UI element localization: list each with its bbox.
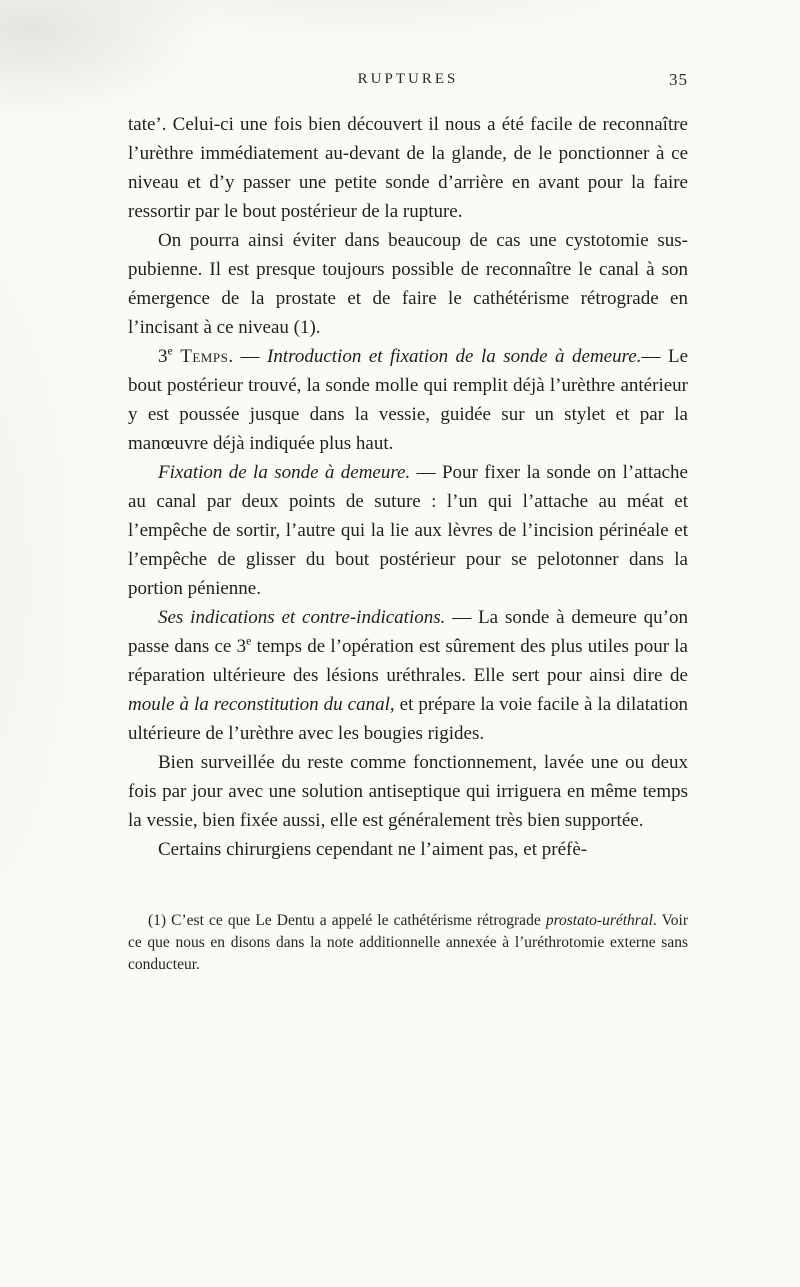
footnote [128,910,688,976]
paragraph-text: On pourra ainsi éviter dans beaucoup de cas une cystotomie sus-pubienne. Il est presque toujours possible de reconnaître le canal à son émergence de la prostate et de faire le cathétérisme rétrograde en l’incisant à ce niveau (1). [128,230,688,338]
paragraph-text: tate’. Celui-ci une fois bien découvert il nous a été facile de reconnaître l’urèthre immédiatement au-devant de la glande, de le ponctionner à ce niveau et d’y passer une petite sonde d’arrière en avant pour la faire ressortir par le bout postérieur de la rupture. [128,114,688,222]
paragraph-text: — Le bout postérieur trouvé, la sonde molle qui remplit déjà l’urèthre antérieur y est poussée jusque dans la vessie, guidée sur un stylet et par la manœuvre déjà indiquée plus haut. [128,346,689,454]
paragraph-text: — La sonde à demeure qu’on passe dans ce 3 [128,607,688,657]
body-text [128,110,688,864]
footnote-italic: prostato-uréthral [545,912,653,929]
paragraph-2 [128,226,688,342]
step-number: 3 [158,346,168,367]
step-ordinal: e [167,344,173,358]
paragraph-text: Bien surveillée du reste comme fonctionnement, lavée une ou deux fois par jour avec une solution antiseptique qui irriguera en même temps la vessie, bien fixée aussi, elle est généralement très bien supportée. [128,752,688,831]
paragraph-5 [128,603,688,748]
section-title-italic: Introduction et fixation de la sonde à demeure. [267,346,642,367]
footnote-text: . Voir ce que nous en disons dans la note additionnelle annexée à l’uréthrotomie externe sans conducteur. [128,912,689,973]
step-ordinal: e [246,634,252,648]
paragraph-1 [128,110,688,226]
running-title: RUPTURES [357,71,459,87]
page-header [128,70,688,92]
section-title-italic: Ses indications et contre-indications. [158,607,446,628]
paragraph-text: temps de l’opération est sûrement des plus utiles pour la réparation ultérieure des lésions uréthrales. Elle sert pour ainsi dire de [128,636,688,686]
paragraph-text: , et prépare la voie facile à la dilatation ultérieure de l’urèthre avec les bougies rigides. [128,694,688,744]
page-number: 35 [669,70,688,89]
paragraph-text: — Pour fixer la sonde on l’attache au canal par deux points de suture : l’un qui l’attache au méat et l’empêche de sortir, l’autre qui la lie aux lèvres de l’incision périnéale et l’empêche de glisser du bout postérieur pour se pelotonner dans la portion pénienne. [128,462,688,599]
separator-text: . — [228,346,268,367]
paragraph-4 [128,458,688,603]
paragraph-7 [128,835,688,864]
paragraph-text: Certains chirurgiens cependant ne l’aiment pas, et préfè- [158,839,588,860]
paragraph-6 [128,748,688,835]
footnote-text: (1) C’est ce que Le Dentu a appelé le cathétérisme rétrograde [148,912,546,929]
emphasis-italic: moule à la reconstitution du canal [128,694,390,715]
paragraph-3 [128,342,688,458]
section-title-italic: Fixation de la sonde à demeure. [158,462,411,483]
footnote-paragraph [128,910,688,976]
step-label: Temps [180,346,229,367]
